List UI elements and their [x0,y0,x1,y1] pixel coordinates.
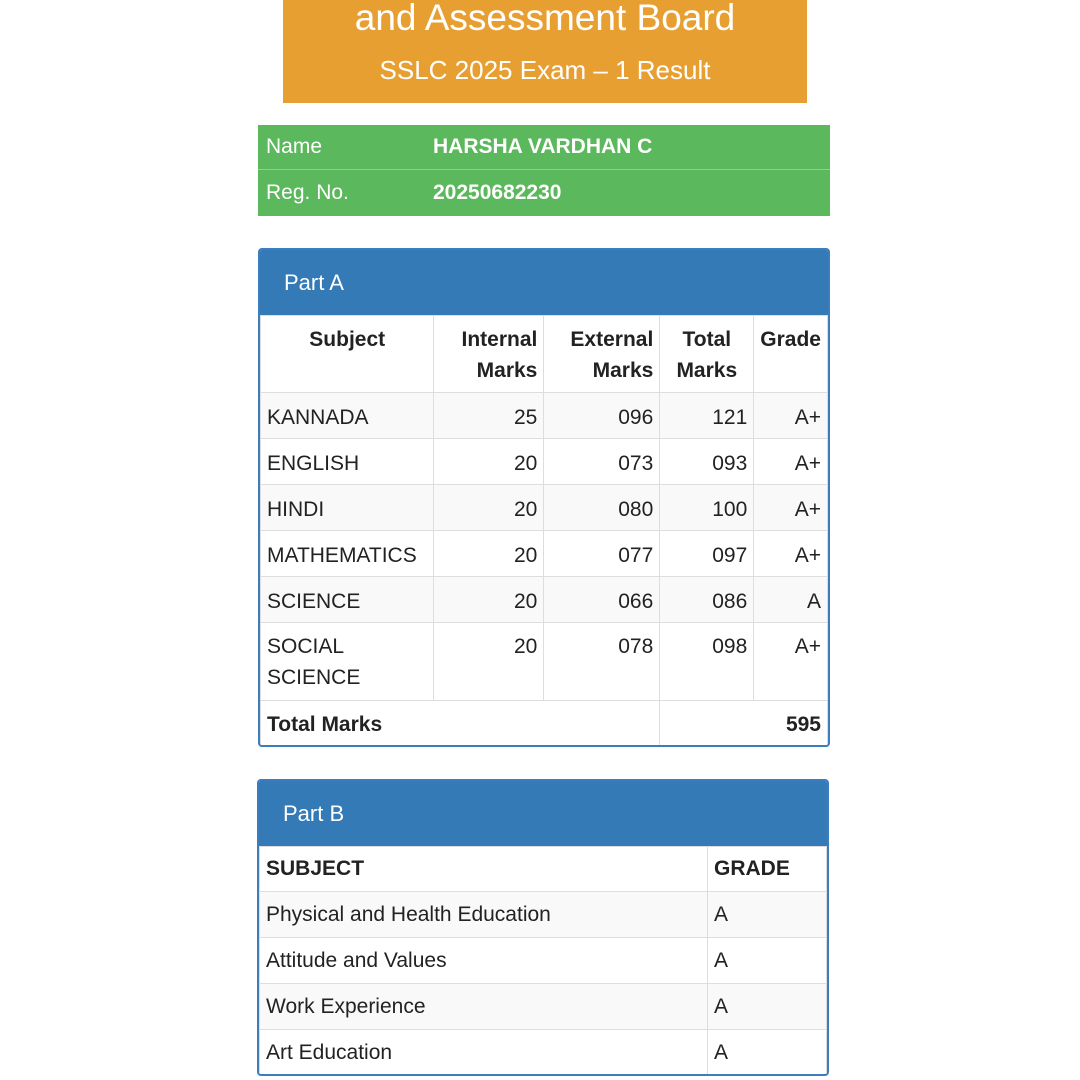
total-cell: 100 [660,485,754,531]
part-b-header-row [260,847,827,892]
reg-label: Reg. No. [266,181,349,204]
part-b-table [259,846,827,1076]
col-external [544,316,660,393]
table-row [261,531,828,577]
grade-cell: A [708,984,827,1030]
col-grade: Grade [754,316,828,393]
subject-line1: SOCIAL [267,635,345,658]
subject-cell: Work Experience [260,984,708,1030]
part-a-header-row [261,316,828,393]
total-cell: 097 [660,531,754,577]
table-row [260,892,827,938]
subject-cell: HINDI [261,485,434,531]
col-external-line2: Marks [592,359,654,382]
col-total-line1: Total [682,328,732,351]
subject-cell: MATHEMATICS [261,531,434,577]
grade-cell: A+ [754,393,828,439]
board-title: and Assessment Board [354,0,736,38]
part-a-table [260,315,828,747]
internal-cell: 25 [434,393,544,439]
student-name: HARSHA VARDHAN C [433,135,653,158]
grade-cell: A+ [754,531,828,577]
total-cell: 086 [660,577,754,623]
col-internal [434,316,544,393]
subject-cell: Attitude and Values [260,938,708,984]
reg-row [258,170,830,216]
subject-cell: ENGLISH [261,439,434,485]
total-cell: 121 [660,393,754,439]
col-subject: Subject [261,316,434,393]
total-marks-value: 595 [660,701,828,747]
col-subject: SUBJECT [260,847,708,892]
subject-cell: SCIENCE [261,577,434,623]
external-cell: 080 [544,485,660,531]
name-label: Name [266,135,323,158]
table-row [260,984,827,1030]
internal-cell: 20 [434,531,544,577]
grade-cell: A [708,938,827,984]
table-row [261,577,828,623]
external-cell: 096 [544,393,660,439]
col-total-line2: Marks [676,359,738,382]
table-row [261,439,828,485]
internal-cell: 20 [434,485,544,531]
total-marks-row [261,701,828,747]
total-cell: 093 [660,439,754,485]
internal-cell: 20 [434,439,544,485]
grade-cell: A+ [754,485,828,531]
col-grade: GRADE [708,847,827,892]
part-b-heading: Part B [259,781,827,846]
part-a-panel [258,248,830,747]
table-row [260,1030,827,1076]
external-cell: 078 [544,623,660,701]
subject-line2: SCIENCE [267,666,361,689]
grade-cell: A+ [754,623,828,701]
external-cell: 077 [544,531,660,577]
part-b-panel [257,779,829,1076]
col-external-line1: External [570,328,654,351]
grade-cell: A+ [754,439,828,485]
grade-cell: A [708,1030,827,1076]
col-internal-line1: Internal [461,328,538,351]
table-row [261,393,828,439]
exam-subtitle: SSLC 2025 Exam – 1 Result [379,55,711,85]
header-banner [283,0,807,103]
external-cell: 066 [544,577,660,623]
table-row [261,623,828,701]
reg-number: 20250682230 [433,181,562,204]
subject-cell: Art Education [260,1030,708,1076]
table-row [260,938,827,984]
grade-cell: A [708,892,827,938]
internal-cell: 20 [434,577,544,623]
table-row [261,485,828,531]
col-total [660,316,754,393]
student-info [258,125,830,216]
total-cell: 098 [660,623,754,701]
subject-cell: KANNADA [261,393,434,439]
total-marks-label: Total Marks [261,701,660,747]
col-internal-line2: Marks [476,359,538,382]
internal-cell: 20 [434,623,544,701]
subject-cell: Physical and Health Education [260,892,708,938]
subject-cell [261,623,434,701]
part-a-heading: Part A [260,250,828,315]
external-cell: 073 [544,439,660,485]
grade-cell: A [754,577,828,623]
name-row [258,125,830,170]
